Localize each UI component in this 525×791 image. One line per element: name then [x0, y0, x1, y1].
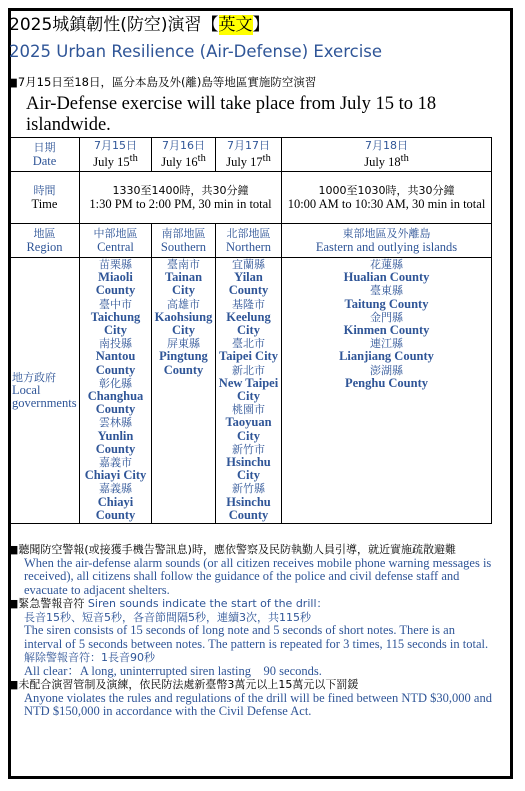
government-header — [10, 258, 80, 524]
date-cell-2 — [152, 138, 216, 172]
gov-northern-6-en: Hsinchu City — [226, 455, 271, 483]
gov-southern-3-zh: 屏東縣 — [167, 337, 200, 351]
note-2-detail-zh: 長音15秒、短音5秒，各音節間隔5秒，連續3次，共115秒 — [24, 610, 311, 624]
date-4-zh: 7月18日 — [365, 139, 408, 153]
date-header-zh: 日期 — [33, 141, 56, 155]
gov-central-4-zh: 彰化縣 — [99, 376, 132, 390]
time-cell-east — [282, 172, 492, 224]
gov-eastern-4-en: Lianjiang County — [339, 349, 434, 364]
note-4-en: Anyone violates the rules and regulations of the drill will be fined between NTD $30,000 and NTD $150,000 in accordance with the Civil Defense Act. — [24, 690, 492, 718]
gov-southern-1-zh: 臺南市 — [167, 258, 200, 271]
gov-eastern-3-zh: 金門縣 — [370, 310, 403, 324]
note-1-en: When the air-defense alarm sounds (or all citizen receives mobile phone warning messages is received), all citizens shall follow the guidance of the police and civil defense staff and evacuate to adjacent shelters. — [24, 555, 492, 597]
gov-northern-1-en: Yilan County — [228, 270, 269, 298]
gov-southern-3-en: Pingtung County — [159, 349, 208, 377]
government-row — [10, 258, 492, 524]
note-1-zh: ■聽聞防空警報(或接獲手機告警訊息)時，應依警察及民防執勤人員引導，就近實施疏散避難 — [8, 543, 456, 556]
gov-eastern-3-en: Kinmen County — [343, 323, 430, 338]
gov-southern-2-en: Kaohsiung City — [154, 309, 213, 338]
eastern-governments — [282, 258, 492, 524]
gov-central-6-en: Chiayi City — [84, 468, 147, 483]
region-northern — [216, 224, 282, 258]
note-2-en: Siren sounds indicate the start of the drill： — [87, 597, 328, 610]
gov-northern-7-en: Hsinchu County — [226, 494, 271, 522]
northern-governments — [216, 258, 282, 524]
central-governments — [80, 258, 152, 524]
time-cell-central-south-north — [80, 172, 282, 224]
date-cell-3 — [216, 138, 282, 172]
gov-northern-5-zh: 桃園市 — [232, 403, 265, 417]
gov-eastern-2-zh: 臺東縣 — [370, 284, 403, 298]
gov-central-6-zh: 嘉義市 — [99, 456, 132, 470]
region-central-en: Central — [97, 239, 134, 254]
title-zh-highlight: 英文 — [218, 15, 253, 35]
region-header-en: Region — [26, 239, 63, 254]
gov-central-1-en: Miaoli County — [95, 270, 136, 298]
region-northern-zh: 北部地區 — [226, 227, 271, 241]
note-3-zh: 解除警報音符：1長音90秒 — [24, 651, 155, 664]
gov-central-3-en: Nantou County — [95, 349, 136, 377]
gov-northern-2-en: Keelung City — [226, 309, 271, 338]
note-2-detail-en: The siren consists of 15 seconds of long note and 5 seconds of short notes. There is an interval of 5 seconds between notes. The pattern is repeated for 3 times, 115 seconds in total. — [24, 623, 489, 651]
note-2-zh: ■緊急警報音符 — [8, 597, 85, 610]
gov-eastern-4-zh: 連江縣 — [370, 337, 403, 351]
title-chinese — [9, 10, 270, 35]
date-header — [10, 138, 80, 172]
title-zh-prefix: 2025城鎮韌性(防空)演習【 — [9, 15, 219, 35]
time-header-zh: 時間 — [33, 184, 56, 198]
gov-central-3-zh: 南投縣 — [99, 337, 132, 351]
gov-southern-2-zh: 高雄市 — [167, 297, 200, 311]
gov-northern-7-zh: 新竹縣 — [232, 482, 265, 496]
region-southern — [152, 224, 216, 258]
gov-central-2-en: Taichung City — [90, 309, 141, 338]
gov-northern-3-en: Taipei City — [219, 349, 278, 364]
gov-central-7-zh: 嘉義縣 — [99, 482, 132, 496]
gov-central-5-en: Yunlin County — [95, 428, 136, 456]
time-1-zh: 1330至1400時，共30分鐘 — [112, 184, 249, 198]
region-central — [80, 224, 152, 258]
date-cell-1 — [80, 138, 152, 172]
gov-eastern-1-en: Hualian County — [343, 270, 430, 285]
gov-northern-4-zh: 新北市 — [232, 363, 265, 377]
region-eastern-zh: 東部地區及外離島 — [342, 227, 431, 241]
time-1-en: 1:30 PM to 2:00 PM, 30 min in total — [89, 196, 272, 211]
gov-eastern-2-en: Taitung County — [344, 296, 429, 311]
intro-chinese: ■7月15日至18日，區分本島及外(離)島等地區實施防空演習 — [7, 75, 317, 89]
notes-section — [8, 543, 493, 719]
gov-central-5-zh: 雲林縣 — [99, 416, 132, 430]
time-header — [10, 172, 80, 224]
region-northern-en: Northern — [225, 239, 272, 254]
gov-northern-6-zh: 新竹市 — [232, 442, 265, 456]
note-4-zh: ■未配合演習管制及演練，依民防法處新臺幣3萬元以上15萬元以下罰鍰 — [8, 678, 359, 691]
region-southern-en: Southern — [160, 239, 207, 254]
note-2-heading — [8, 597, 493, 611]
date-4-suffix: th — [400, 153, 409, 165]
date-3-zh: 7月17日 — [227, 139, 270, 153]
note-3-en: All clear：A long, uninterrupted siren lasting 90 seconds. — [24, 663, 322, 678]
government-header-zh: 地方政府 — [12, 370, 56, 384]
gov-eastern-1-zh: 花蓮縣 — [370, 258, 403, 271]
region-southern-zh: 南部地區 — [161, 227, 206, 241]
region-eastern — [282, 224, 492, 258]
time-row — [10, 172, 492, 224]
government-header-en: Local governments — [12, 382, 77, 411]
date-3-suffix: th — [262, 153, 271, 165]
date-1-en: July 15 — [93, 155, 130, 170]
gov-northern-5-en: Taoyuan City — [225, 415, 272, 443]
date-header-en: Date — [32, 153, 57, 168]
date-3-en: July 17 — [226, 155, 263, 170]
gov-central-2-zh: 臺中市 — [99, 297, 132, 311]
gov-central-1-zh: 苗栗縣 — [99, 258, 132, 271]
intro-english: Air-Defense exercise will take place from July 15 to 18 islandwide. — [26, 94, 437, 135]
gov-northern-2-zh: 基隆市 — [232, 297, 265, 311]
gov-northern-4-en: New Taipei City — [218, 375, 279, 404]
region-central-zh: 中部地區 — [93, 227, 138, 241]
gov-southern-1-en: Tainan City — [164, 270, 203, 298]
gov-central-7-en: Chiayi County — [95, 494, 136, 522]
date-row — [10, 138, 492, 172]
date-cell-4 — [282, 138, 492, 172]
date-1-suffix: th — [129, 153, 138, 165]
time-2-zh: 1000至1030時，共30分鐘 — [318, 184, 455, 198]
southern-governments — [152, 258, 216, 524]
gov-eastern-5-zh: 澎湖縣 — [370, 363, 403, 377]
schedule-table — [9, 137, 492, 524]
gov-northern-1-zh: 宜蘭縣 — [232, 258, 265, 271]
gov-central-4-en: Changhua County — [87, 389, 144, 417]
date-2-suffix: th — [197, 153, 206, 165]
date-2-zh: 7月16日 — [162, 139, 205, 153]
time-header-en: Time — [31, 196, 58, 211]
region-header-zh: 地區 — [33, 227, 56, 241]
date-1-zh: 7月15日 — [94, 139, 137, 153]
title-english: 2025 Urban Resilience (Air-Defense) Exercise — [9, 42, 383, 61]
gov-northern-3-zh: 臺北市 — [232, 337, 265, 351]
gov-eastern-5-en: Penghu County — [344, 375, 428, 390]
title-zh-suffix: 】 — [252, 15, 270, 35]
region-header — [10, 224, 80, 258]
region-row — [10, 224, 492, 258]
date-2-en: July 16 — [161, 155, 198, 170]
region-eastern-en: Eastern and outlying islands — [315, 239, 458, 254]
date-4-en: July 18 — [364, 155, 401, 170]
time-2-en: 10:00 AM to 10:30 AM, 30 min in total — [287, 196, 486, 211]
